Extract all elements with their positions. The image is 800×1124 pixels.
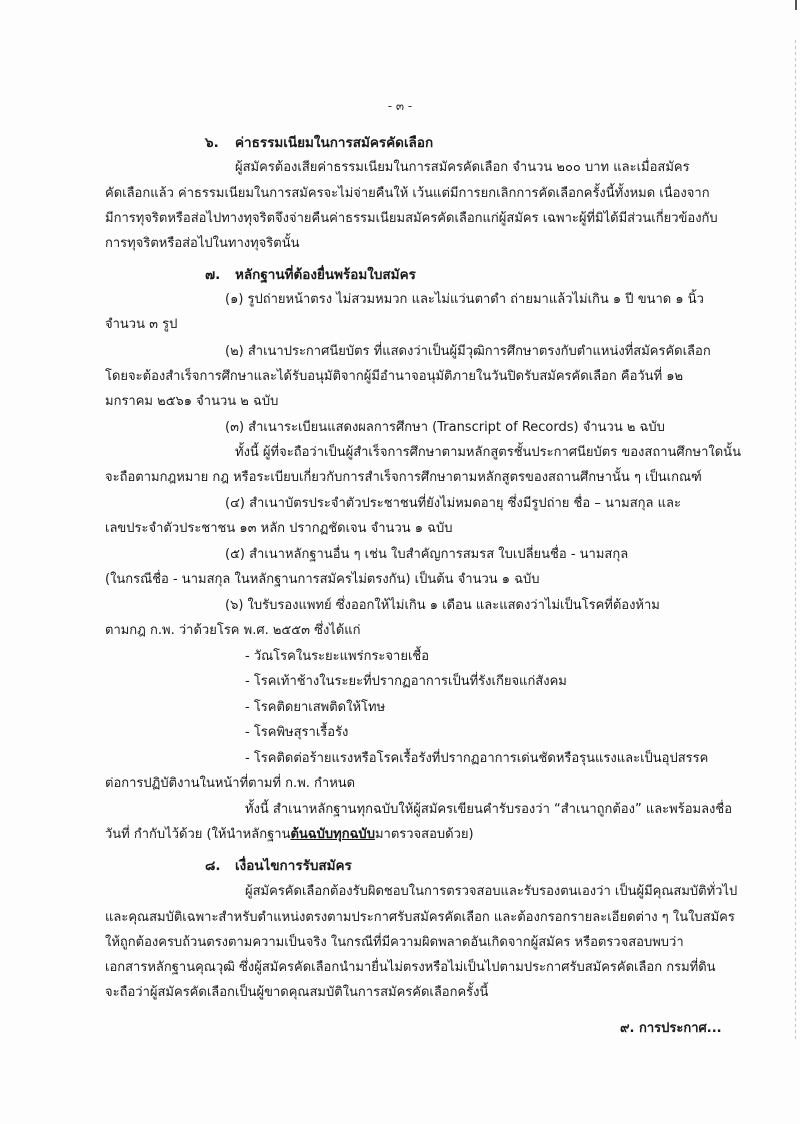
section-8-line: จะถือว่าผู้สมัครคัดเลือกเป็นผู้ขาดคุณสมบัติในการสมัครคัดเลือกครั้งนี้: [105, 985, 489, 1000]
section-6-title: ค่าธรรมเนียมในการสมัครคัดเลือก: [235, 135, 434, 151]
section-6-heading: [205, 133, 433, 153]
section-6-line: การทุจริตหรือส่อไปในทางทุจริตนั้น: [105, 236, 300, 251]
continuation-marker: ๙. การประกาศ...: [620, 1021, 722, 1036]
requirement-item-2: (๒) สำเนาประกาศนียบัตร ที่แสดงว่าเป็นผู้มีวุฒิการศึกษาตรงกับตำแหน่งที่สมัครคัดเลือก: [225, 344, 711, 359]
requirement-item-5-cont: (ในกรณีชื่อ - นามสกุล ในหลักฐานการสมัครไม่ตรงกัน) เป็นต้น จำนวน ๑ ฉบับ: [105, 572, 540, 587]
scan-artifact-mark: [795, 0, 797, 10]
certification-note-cont: [105, 825, 474, 845]
section-6-line: มีการทุจริตหรือส่อไปทางทุจริตจึงจ่ายคืนค่าธรรมเนียมสมัครคัดเลือกแก่ผู้สมัคร เฉพาะผู้ที่มิได้มีส่วนเกี่ยวข้องกับ: [105, 211, 718, 226]
requirement-item-6: (๖) ใบรับรองแพทย์ ซึ่งออกให้ไม่เกิน ๑ เดือน และแสดงว่าไม่เป็นโรคที่ต้องห้าม: [225, 598, 660, 613]
scan-edge-line: [795, 40, 796, 1040]
requirement-item-3: (๓) สำเนาระเบียนแสดงผลการศึกษา (Transcript of Records) จำนวน ๒ ฉบับ: [225, 420, 665, 435]
disease-item: - โรคเท้าช้างในระยะที่ปรากฏอาการเป็นที่รังเกียจแก่สังคม: [245, 674, 567, 689]
certification-note: ทั้งนี้ สำเนาหลักฐานทุกฉบับให้ผู้สมัครเขียนคำรับรองว่า “สำเนาถูกต้อง” และพร้อมลงชื่อ: [245, 802, 733, 817]
requirement-item-6-cont: ตามกฎ ก.พ. ว่าด้วยโรค พ.ศ. ๒๕๕๓ ซึ่งได้แก่: [105, 623, 361, 638]
requirement-item-3-note-cont: จะถือตามกฎหมาย กฎ หรือระเบียบเกี่ยวกับการสำเร็จการศึกษาตามหลักสูตรของสถานศึกษานั้น ๆ เป็นเกณฑ์: [105, 470, 702, 485]
requirement-item-4: (๔) สำเนาบัตรประจำตัวประชาชนที่ยังไม่หมดอายุ ซึ่งมีรูปถ่าย ชื่อ – นามสกุล และ: [225, 496, 681, 511]
section-8-number: ๘.: [205, 858, 221, 874]
section-8-line: เอกสารหลักฐานคุณวุฒิ ซึ่งผู้สมัครคัดเลือกนำมายื่นไม่ตรงหรือไม่เป็นไปตามประกาศรับสมัครคัดเลือก กรมที่ดิน: [105, 960, 716, 975]
original-docs-emphasis: ต้นฉบับทุกฉบับ: [290, 827, 375, 842]
requirement-item-1-cont: จำนวน ๓ รูป: [105, 317, 178, 332]
section-7-heading: [205, 265, 416, 285]
page-number: - ๓ -: [387, 99, 413, 113]
requirement-item-2-cont: มกราคม ๒๕๖๑ จำนวน ๒ ฉบับ: [105, 394, 279, 409]
requirement-item-2-cont: โดยจะต้องสำเร็จการศึกษาและได้รับอนุมัติจากผู้มีอำนาจอนุมัติภายในวันปิดรับสมัครคัดเลือก คือวันที่ ๑๒: [105, 369, 684, 384]
disease-item: - โรคติดต่อร้ายแรงหรือโรคเรื้อรังที่ปรากฏอาการเด่นชัดหรือรุนแรงและเป็นอุปสรรค: [245, 751, 709, 766]
disease-item: - โรคติดยาเสพติดให้โทษ: [245, 700, 386, 715]
requirement-item-5: (๕) สำเนาหลักฐานอื่น ๆ เช่น ใบสำคัญการสมรส ใบเปลี่ยนชื่อ - นามสกุล: [225, 547, 629, 562]
disease-item-cont: ต่อการปฏิบัติงานในหน้าที่ตามที่ ก.พ. กำหนด: [105, 776, 356, 791]
section-8-title: เงื่อนไขการรับสมัคร: [235, 858, 352, 874]
note-text: มาตรวจสอบด้วย): [374, 827, 474, 842]
section-8-heading: [205, 856, 352, 876]
requirement-item-4-cont: เลขประจำตัวประชาชน ๑๓ หลัก ปรากฏชัดเจน จำนวน ๑ ฉบับ: [105, 521, 453, 536]
section-7-title: หลักฐานที่ต้องยื่นพร้อมใบสมัคร: [235, 267, 416, 283]
section-6-line: ผู้สมัครต้องเสียค่าธรรมเนียมในการสมัครคัดเลือก จำนวน ๒๐๐ บาท และเมื่อสมัคร: [235, 160, 690, 175]
section-6-number: ๖.: [205, 135, 219, 151]
section-6-line: คัดเลือกแล้ว ค่าธรรมเนียมในการสมัครจะไม่จ่ายคืนให้ เว้นแต่มีการยกเลิกการคัดเลือกครั้งนี้ทั้งหมด เนื่องจาก: [105, 186, 710, 201]
section-8-line: และคุณสมบัติเฉพาะสำหรับตำแหน่งตรงตามประกาศรับสมัครคัดเลือก และต้องกรอกรายละเอียดต่าง ๆ ในใบสมัคร: [105, 910, 735, 925]
section-8-line: ผู้สมัครคัดเลือกต้องรับผิดชอบในการตรวจสอบและรับรองตนเองว่า เป็นผู้มีคุณสมบัติทั่วไป: [245, 884, 738, 899]
requirement-item-1: (๑) รูปถ่ายหน้าตรง ไม่สวมหมวก และไม่แว่นตาดำ ถ่ายมาแล้วไม่เกิน ๑ ปี ขนาด ๑ นิ้ว: [225, 292, 704, 307]
disease-item: - โรคพิษสุราเรื้อรัง: [245, 725, 349, 740]
section-7-number: ๗.: [205, 267, 221, 283]
note-text: วันที่ กำกับไว้ด้วย (ให้นำหลักฐาน: [105, 827, 291, 842]
requirement-item-3-note: ทั้งนี้ ผู้ที่จะถือว่าเป็นผู้สำเร็จการศึกษาตามหลักสูตรชั้นประกาศนียบัตร ของสถานศึกษาใดนั้น: [235, 445, 741, 460]
section-8-line: ให้ถูกต้องครบถ้วนตรงตามความเป็นจริง ในกรณีที่มีความผิดพลาดอันเกิดจากผู้สมัคร หรือตรวจสอบพบว่า: [105, 935, 684, 950]
disease-item: - วัณโรคในระยะแพร่กระจายเชื้อ: [245, 649, 430, 664]
